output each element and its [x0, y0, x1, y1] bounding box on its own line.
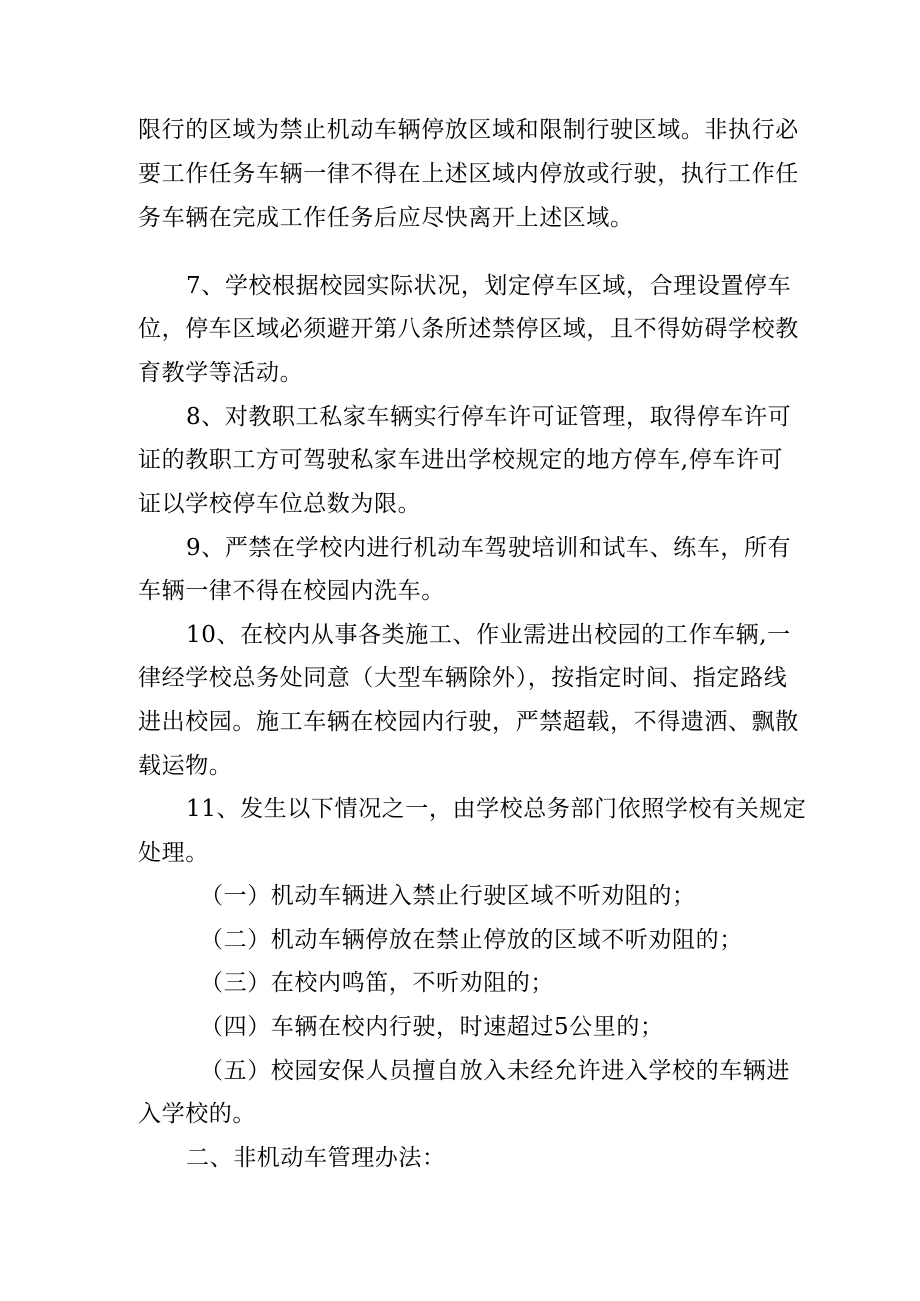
- text-line: 务车辆在完成工作任务后应尽快离开上述区域。: [138, 205, 634, 231]
- text-line: 要工作任务车辆一律不得在上述区域内停放或行驶，执行工作任: [138, 161, 799, 187]
- text-line: 车辆一律不得在校园内洗车。: [138, 578, 445, 604]
- section-heading: 二、非机动车管理办法：: [186, 1145, 446, 1171]
- text-line: 9、严禁在学校内进行机动车驾驶培训和试车、练车，所有: [186, 535, 792, 561]
- text-line: 进出校园。施工车辆在校园内行驶，严禁超载，不得遗洒、飘散: [138, 709, 799, 735]
- text-line: 11、发生以下情况之一，由学校总务部门依照学校有关规定: [186, 796, 807, 822]
- text-line: 载运物。: [138, 753, 233, 779]
- list-item: （五）校园安保人员擅自放入未经允许进入学校的车辆进: [200, 1058, 790, 1084]
- text-line: 位，停车区域必须避开第八条所述禁停区域，且不得妨碍学校教: [138, 316, 799, 342]
- list-item: （二）机动车辆停放在禁止停放的区域不听劝阻的；: [200, 927, 743, 953]
- text-line: 限行的区域为禁止机动车辆停放区域和限制行驶区域。非执行必: [138, 117, 799, 143]
- list-item: （三）在校内鸣笛，不听劝阻的；: [200, 970, 554, 996]
- list-item: （一）机动车辆进入禁止行驶区域不听劝阻的；: [200, 883, 696, 909]
- text-line: 证以学校停车位总数为限。: [138, 491, 422, 517]
- text-line: 证的教职工方可驾驶私家车进出学校规定的地方停车,停车许可: [138, 447, 784, 473]
- text-line: 育教学等活动。: [138, 360, 304, 386]
- text-line: 8、对教职工私家车辆实行停车许可证管理，取得停车许可: [186, 404, 792, 430]
- text-line: 律经学校总务处同意（大型车辆除外），按指定时间、指定路线: [138, 665, 788, 691]
- list-item: （四）车辆在校内行驶，时速超过5公里的；: [200, 1014, 664, 1040]
- text-line: 入学校的。: [138, 1101, 256, 1127]
- text-line: 10、在校内从事各类施工、作业需进出校园的工作车辆,一: [186, 622, 791, 648]
- text-line: 处理。: [138, 840, 209, 866]
- text-line: 7、学校根据校园实际状况，划定停车区域，合理设置停车: [186, 273, 792, 299]
